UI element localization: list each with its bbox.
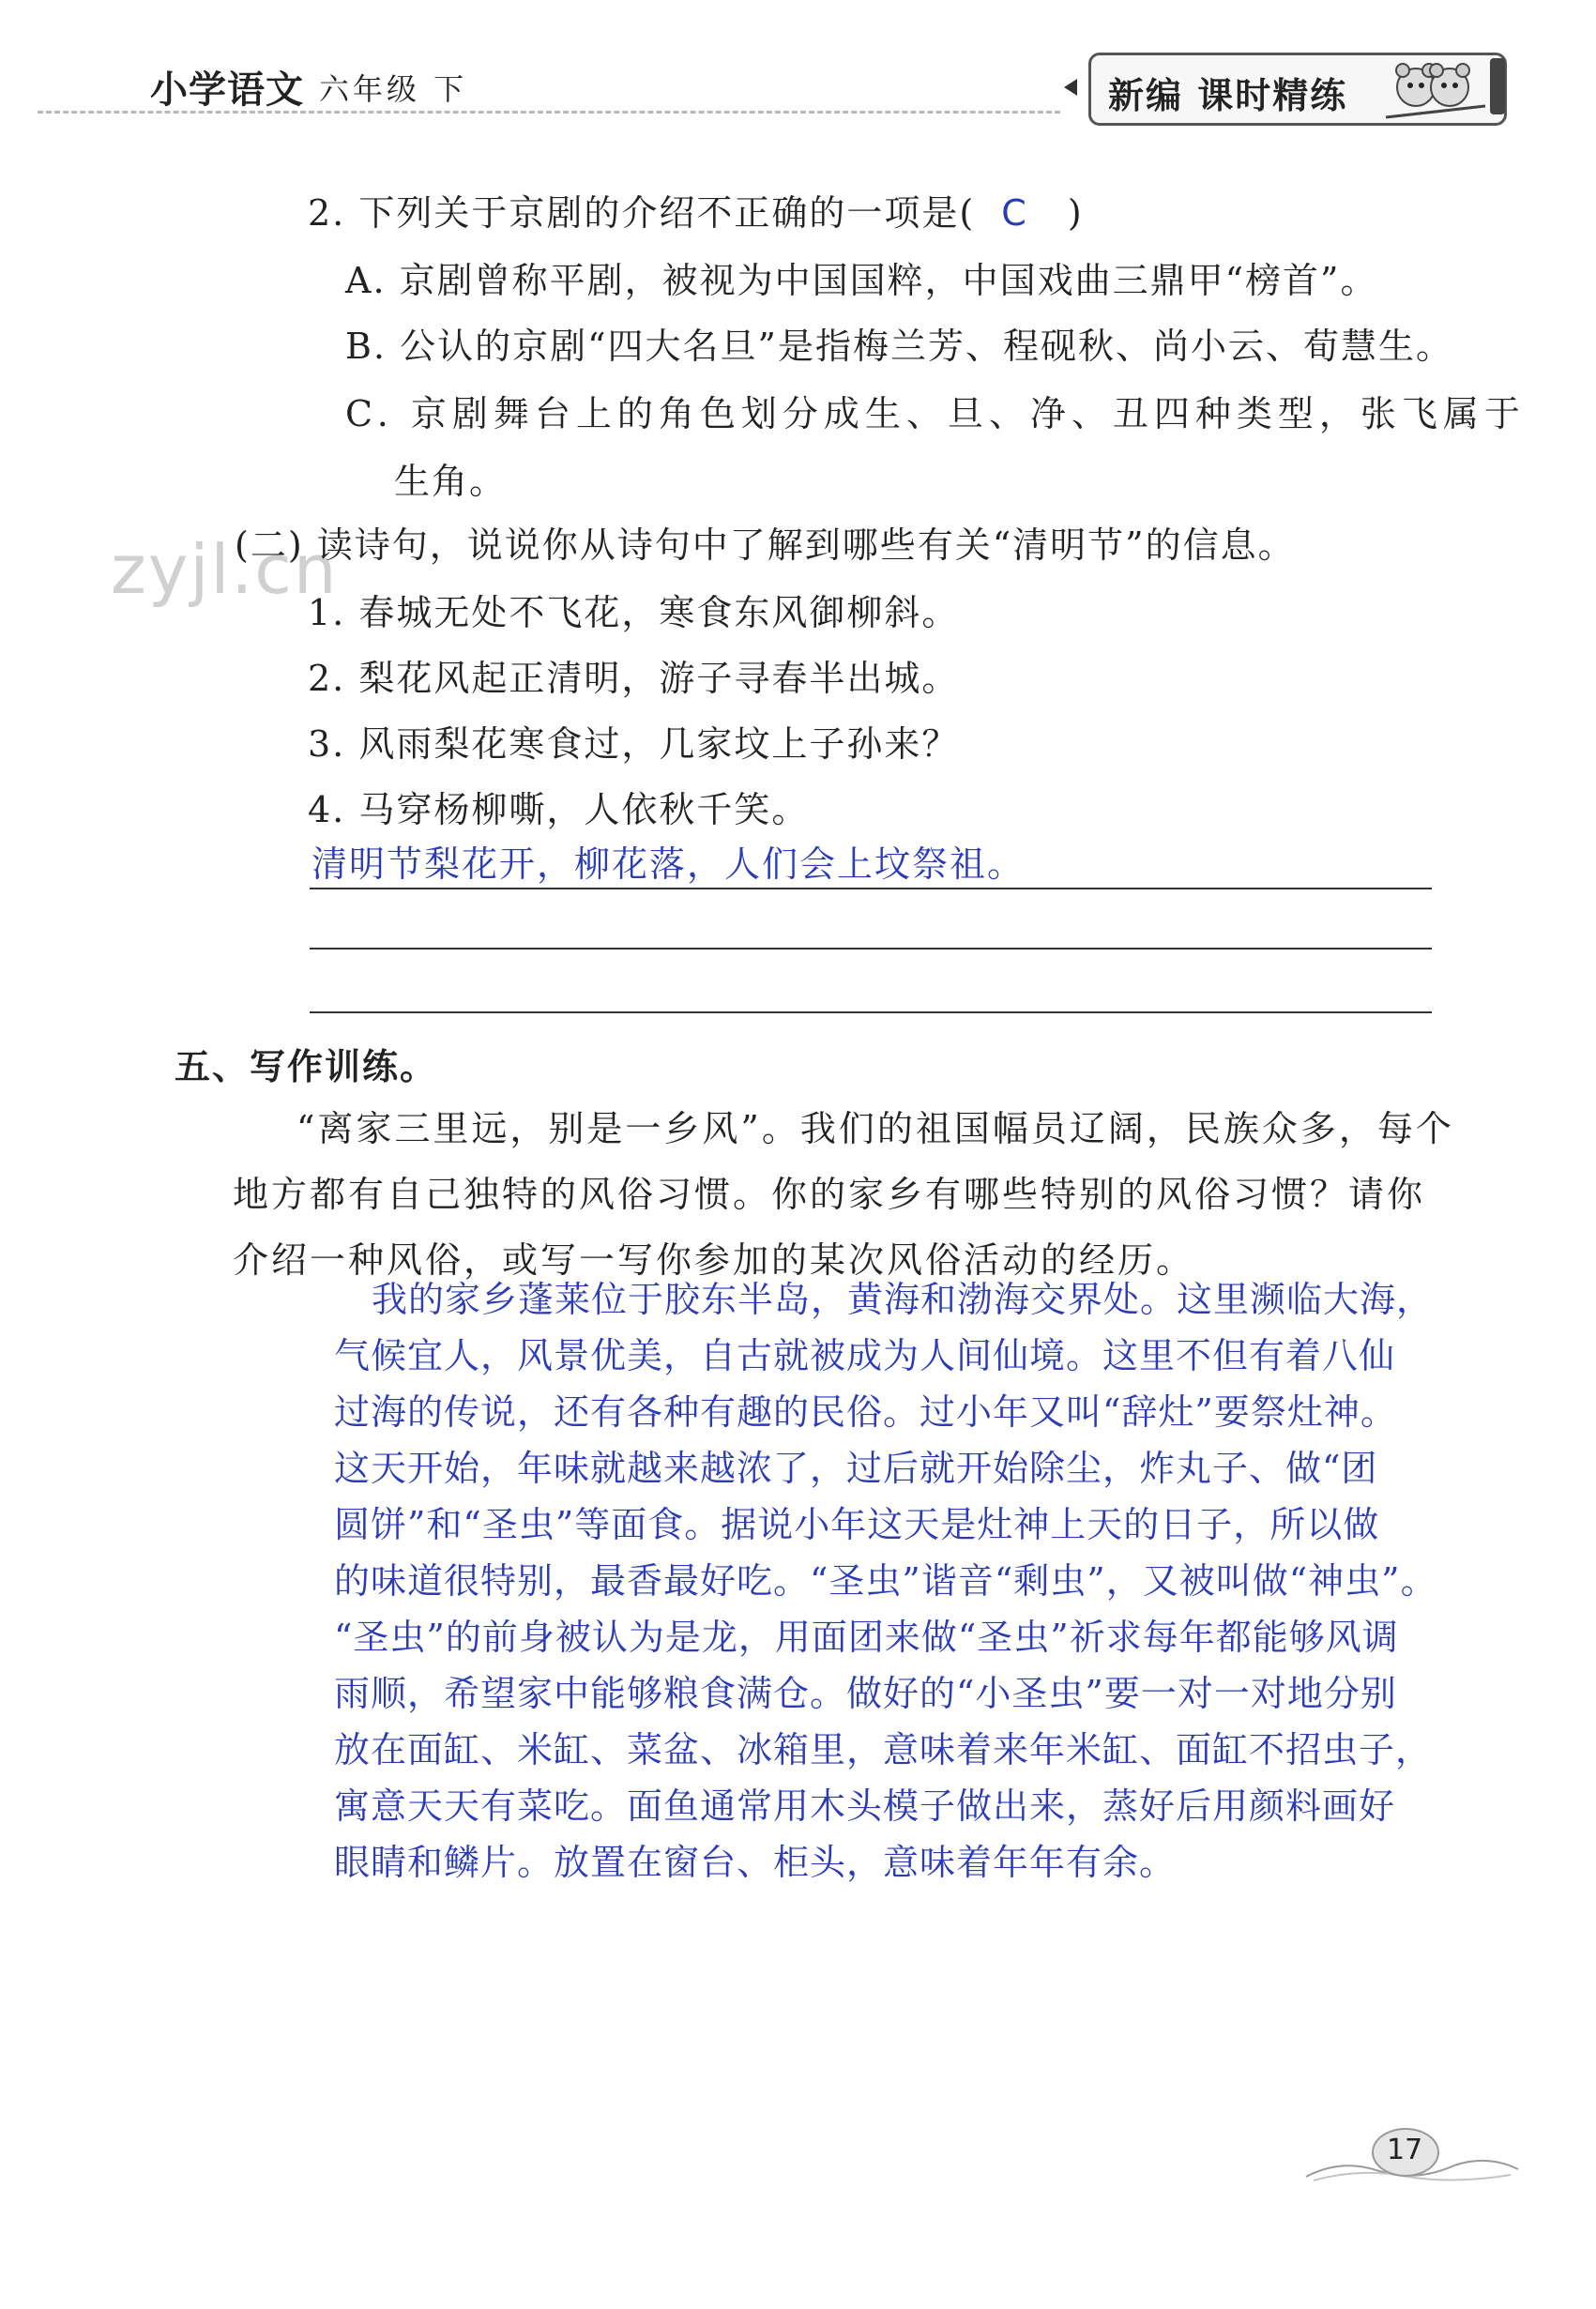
option-c-line1: C. 京剧舞台上的角色划分成生、旦、净、丑四种类型，张飞属于	[345, 393, 1526, 434]
part-2-answer: 清明节梨花开，柳花落，人们会上坟祭祖。	[312, 843, 1026, 885]
brand-banner	[1088, 53, 1507, 126]
prompt-line-3: 介绍一种风俗，或写一写你参加的某次风俗活动的经历。	[233, 1239, 1195, 1281]
brand-title: 新编 课时精练	[1108, 75, 1348, 116]
watermark: zyjl.cn	[111, 530, 339, 609]
essay-line-7: “圣虫”的前身被认为是龙，用面团来做“圣虫”祈求每年都能够风调	[334, 1617, 1399, 1658]
essay-line-6: 的味道很特别，最香最好吃。“圣虫”谐音“剩虫”，又被叫做“神虫”。	[334, 1560, 1437, 1602]
essay-line-8: 雨顺，希望家中能够粮食满仓。做好的“小圣虫”要一对一对地分别	[334, 1673, 1397, 1714]
option-a: A. 京剧曾称平剧，被视为中国国粹，中国戏曲三鼎甲“榜首”。	[345, 260, 1378, 301]
poem-line-2: 2. 梨花风起正清明，游子寻春半出城。	[308, 658, 960, 699]
essay-line-3: 过海的传说，还有各种有趣的民俗。过小年又叫“辞灶”要祭灶神。	[334, 1391, 1397, 1433]
essay-line-11: 眼睛和鳞片。放置在窗台、柜头，意味着年年有余。	[334, 1842, 1177, 1883]
prompt-line-1: “离家三里远，别是一乡风”。我们的祖国幅员辽阔，民族众多，每个	[296, 1108, 1454, 1149]
part-2-title: (二) 读诗句，说说你从诗句中了解到哪些有关“清明节”的信息。	[235, 524, 1296, 566]
page-number: 17	[1387, 2134, 1423, 2166]
arrow-left-icon	[1064, 79, 1077, 96]
essay-line-5: 圆饼”和“圣虫”等面食。据说小年这天是灶神上天的日子，所以做	[334, 1504, 1380, 1545]
essay-line-10: 寓意天天有菜吃。面鱼通常用木头模子做出来，蒸好后用颜料画好	[334, 1785, 1396, 1827]
cartoon-bears-icon	[1384, 59, 1487, 119]
book-grade: 六年级 下	[319, 71, 468, 107]
section-5-title: 五、写作训练。	[175, 1046, 438, 1087]
prompt-line-2: 地方都有自己独特的风俗习惯。你的家乡有哪些特别的风俗习惯？请你	[233, 1174, 1426, 1215]
question-2-answer: C	[1001, 192, 1028, 234]
essay-line-2: 气候宜人，风景优美，自古就被成为人间仙境。这里不但有着八仙	[334, 1335, 1396, 1376]
answer-line-2	[310, 948, 1432, 949]
essay-line-9: 放在面缸、米缸、菜盆、冰箱里，意味着来年米缸、面缸不招虫子，	[334, 1729, 1433, 1770]
essay-line-1: 我的家乡蓬莱位于胶东半岛，黄海和渤海交界处。这里濒临大海，	[372, 1279, 1434, 1320]
poem-line-1: 1. 春城无处不飞花，寒食东风御柳斜。	[308, 592, 960, 633]
question-2-close: )	[1067, 192, 1084, 234]
essay-line-4: 这天开始，年味就越来越浓了，过后就开始除尘，炸丸子、做“团	[334, 1448, 1378, 1489]
book-subject: 小学语文	[150, 68, 304, 112]
question-2	[308, 184, 1084, 235]
answer-line-1	[310, 888, 1432, 889]
option-b: B. 公认的京剧“四大名旦”是指梅兰芳、程砚秋、尚小云、荀慧生。	[345, 326, 1453, 367]
poem-line-4: 4. 马穿杨柳嘶，人依秋千笑。	[308, 789, 810, 830]
question-2-stem: 2. 下列关于京剧的介绍不正确的一项是(	[308, 192, 976, 234]
poem-line-3: 3. 风雨梨花寒食过，几家坟上子孙来？	[308, 723, 960, 765]
header-divider	[38, 111, 1060, 114]
answer-line-3	[310, 1011, 1432, 1013]
header-edge-bar	[1490, 58, 1505, 114]
option-c-line2: 生角。	[394, 461, 508, 502]
